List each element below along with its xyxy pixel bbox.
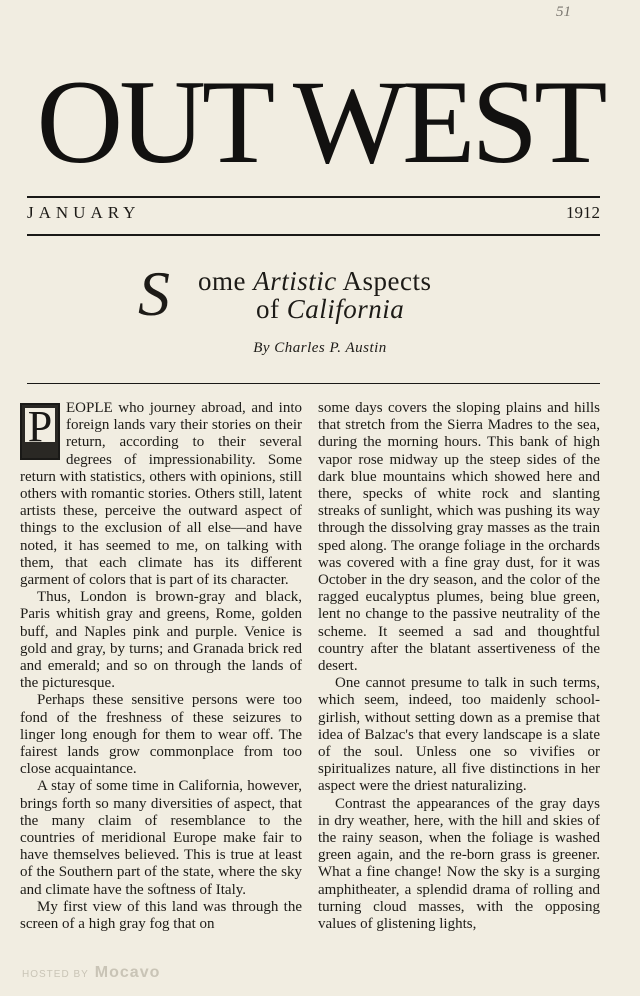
title-line-2-b: California bbox=[286, 294, 405, 324]
title-line-1-b: Artistic bbox=[253, 266, 337, 296]
watermark-brand: Mocavo bbox=[94, 964, 161, 981]
paragraph bbox=[20, 400, 302, 589]
header-rule-top bbox=[27, 196, 600, 198]
body-rule bbox=[27, 383, 600, 384]
paragraph: some days covers the sloping plains and hills that stretch from the Sierra Madres to the sea, during the morning hours. This bank of high vapor rose midway up the steep sides of the dark blue mountains which showed here and there, specks of white rock and slanting streaks of sunlight, which was pushing its way through the dissolving gray masses as the train sped along. The orange foliage in the orchards was covered with a fine gray dust, for it was October in the dry season, and the color of the ragged eucalyptus plumes, being blue green, lent no change to the passive neutrality of the scheme. It seemed a sad and thoughtful country after the blatant assertiveness of the desert. bbox=[318, 400, 600, 675]
paragraph: One cannot presume to talk in such terms, which seem, indeed, too maidenly school-girlish, without setting down as a premise that idea of Balzac's that every landscape is a slate of the soul. Unless one so vivifies or spiritualizes nature, all five distinctions in her aspect were the driest naturalizing. bbox=[318, 675, 600, 795]
paragraph: Thus, London is brown-gray and black, Paris whitish gray and greens, Rome, golden buff, and Naples pink and purple. Venice is gold and gray, by turns; and Granada brick red and emerald; and so on through the lands of the picturesque. bbox=[20, 589, 302, 692]
paragraph-text: EOPLE who journey abroad, and into foreign lands vary their stories on their return, according to their several degrees of impressionability. Some return with statistics, others with opinions, still others with romantic stories. Others still, latent artists these, perceive the outward aspect of things to the exclusion of all else—and have noted, it has seemed to me, on talking with them, that each climate has its different garment of colors that is part of its character. bbox=[20, 400, 302, 589]
paragraph: A stay of some time in California, however, brings forth so many diversities of aspect, that the many claim of resemblance to the countries of meridional Europe make fair to have themselves believed. This is true at least of the Southern part of the state, where the sky and climate have the softness of Italy. bbox=[20, 778, 302, 898]
title-line-1-c: Aspects bbox=[336, 266, 432, 296]
paragraph: Perhaps these sensitive persons were too fond of the freshness of these seizures to linger long enough for them to wear off. The fairest lands grow commonplace from too close acquaintance. bbox=[20, 692, 302, 778]
column-left bbox=[20, 400, 302, 933]
paragraph: My first view of this land was through the screen of a high gray fog that on bbox=[20, 898, 302, 933]
drop-cap-letter: P bbox=[25, 408, 55, 442]
title-initial: S bbox=[138, 258, 170, 329]
watermark-prefix: HOSTED BY bbox=[22, 969, 89, 980]
title-line-1-a: ome bbox=[198, 266, 254, 296]
title-line-2 bbox=[256, 294, 404, 325]
issue-year: 1912 bbox=[566, 203, 600, 222]
page-number: 51 bbox=[556, 4, 571, 20]
issue-month: JANUARY bbox=[27, 203, 141, 222]
drop-cap bbox=[20, 403, 60, 460]
watermark bbox=[22, 964, 160, 982]
masthead: OUT WEST bbox=[36, 55, 604, 188]
column-right bbox=[318, 400, 600, 933]
title-line-1 bbox=[198, 266, 432, 297]
byline: By Charles P. Austin bbox=[253, 340, 387, 356]
header-rule-bottom bbox=[27, 234, 600, 236]
title-line-2-a: of bbox=[256, 294, 287, 324]
paragraph: Contrast the appearances of the gray days in dry weather, here, with the hill and skies of the rainy season, when the foliage is washed green again, and the re-born grass is greener. What a fine change! Now the sky is a surging amphitheater, a splendid drama of rolling and turning cloud masses, with the opposing values of glistening lights, bbox=[318, 795, 600, 933]
